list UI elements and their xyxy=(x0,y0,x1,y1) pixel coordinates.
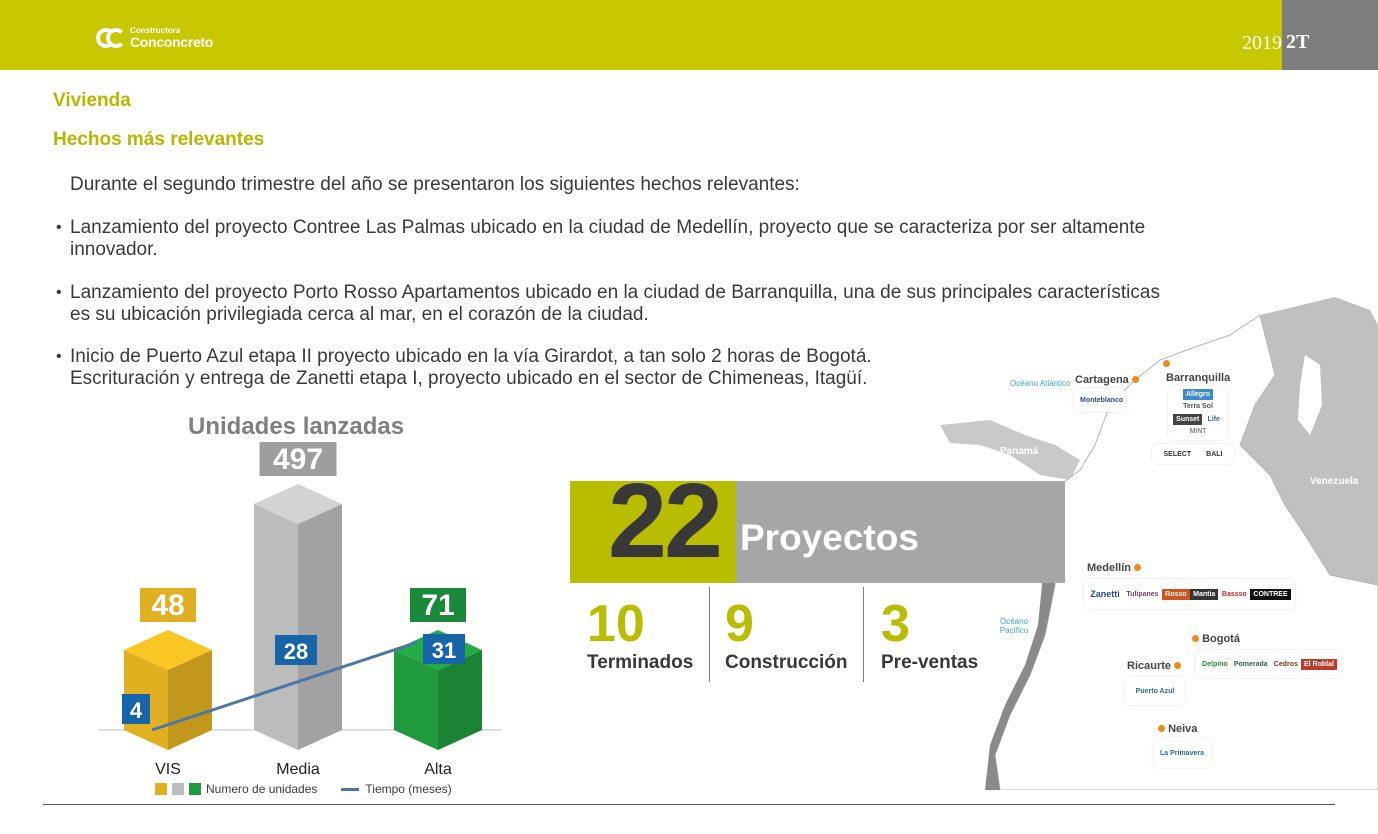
logo-big-text: Conconcreto xyxy=(130,34,214,50)
projects-total: 22 xyxy=(608,462,720,580)
bar-value-label: 48 xyxy=(151,589,185,622)
city-label xyxy=(1075,374,1139,386)
city-name: Cartagena xyxy=(1075,374,1129,386)
category-label: Alta xyxy=(424,761,452,778)
city-label xyxy=(1163,358,1170,370)
time-value-label: 28 xyxy=(283,639,309,664)
city-projects xyxy=(1083,579,1295,609)
project-logo: El Roblal xyxy=(1301,659,1337,670)
city-projects xyxy=(1125,677,1185,705)
company-logo xyxy=(96,27,213,49)
city-projects xyxy=(1195,650,1341,678)
city-projects xyxy=(1152,444,1234,464)
project-logo: Rosso xyxy=(1162,589,1189,600)
country-label: Panamá xyxy=(1000,446,1039,457)
project-logo: Sunset xyxy=(1173,414,1202,425)
section-title: Vivienda xyxy=(53,90,131,111)
city-label xyxy=(1087,562,1141,574)
intro-text: Durante el segundo trimestre del año se presentaron los siguientes hechos relevantes: xyxy=(70,174,800,195)
city-label xyxy=(1192,633,1240,645)
project-logo: Allegro xyxy=(1183,389,1213,400)
projects-label: Proyectos xyxy=(740,517,919,558)
location-dot-icon xyxy=(1134,564,1141,571)
stat-finished xyxy=(587,595,694,674)
project-logo: SELECT xyxy=(1163,450,1192,458)
project-logo: Delpino xyxy=(1202,660,1228,668)
bar-right-face xyxy=(298,504,342,750)
city-projects xyxy=(1153,738,1211,768)
location-dot-icon xyxy=(1192,635,1199,642)
project-logo: Pomerada xyxy=(1233,660,1268,668)
stat-value: 3 xyxy=(881,595,910,653)
category-label: VIS xyxy=(155,761,181,778)
bar-value-label: 71 xyxy=(421,589,455,622)
project-logo: CONTREE xyxy=(1250,589,1290,600)
bullet-line: es su ubicación privilegiada cerca al mar, en el corazón de la ciudad. xyxy=(70,304,649,325)
header-bar xyxy=(0,0,1378,70)
quarter-tab xyxy=(1282,0,1378,70)
city-name: Ricaurte xyxy=(1127,660,1172,672)
time-value-label: 31 xyxy=(431,638,457,663)
stat-label: Construcción xyxy=(725,652,848,673)
stat-divider xyxy=(709,587,710,682)
ocean-label: Océano Pacífico xyxy=(999,617,1029,635)
legend-time-label: Tiempo (meses) xyxy=(365,782,452,796)
list-item xyxy=(56,217,1196,261)
legend-swatch-vis xyxy=(155,783,167,795)
ocean-label: Océano Atlántico xyxy=(1010,379,1071,388)
bar-left-face xyxy=(254,504,298,750)
stat-value: 9 xyxy=(725,595,754,653)
bullet-line: Escrituración y entrega de Zanetti etapa I, proyecto ubicado en el sector de Chimeneas, Itagüí. xyxy=(70,368,868,389)
project-logo: Life xyxy=(1207,415,1220,423)
project-logo: La Primavera xyxy=(1160,749,1204,757)
city-name: Barranquilla xyxy=(1166,372,1231,384)
chart-legend xyxy=(155,782,452,796)
category-label: Media xyxy=(276,761,320,778)
project-logo: Mantia xyxy=(1190,589,1218,600)
legend-units-label: Numero de unidades xyxy=(206,782,318,796)
bullet-line: innovador. xyxy=(70,239,158,260)
bullet-line: • Lanzamiento del proyecto Contree Las Palmas ubicado en la ciudad de Medellín, proyecto que se caracteriza por ser altamente xyxy=(70,217,1146,238)
stat-value: 10 xyxy=(587,595,645,653)
bullet-line: • Lanzamiento del proyecto Porto Rosso Apartamentos ubicado en la ciudad de Barranquilla, una de sus principales características xyxy=(70,282,1160,303)
section-subtitle: Hechos más relevantes xyxy=(53,129,265,150)
city-label xyxy=(1166,372,1230,384)
stat-divider xyxy=(863,587,864,682)
project-logo: Cedros xyxy=(1273,660,1298,668)
city-name: Bogotá xyxy=(1202,633,1240,645)
location-dot-icon xyxy=(1174,662,1181,669)
chart-title: Unidades lanzadas xyxy=(188,413,405,440)
city-name: Neiva xyxy=(1168,723,1198,735)
bullet-line: • Inicio de Puerto Azul etapa II proyecto ubicado en la vía Girardot, a tan solo 2 horas de Bogotá. xyxy=(70,346,872,367)
stat-presales xyxy=(881,595,979,674)
stat-label: Pre-ventas xyxy=(881,652,979,673)
legend-line-swatch xyxy=(341,788,359,791)
project-logo: Zanetti xyxy=(1090,589,1120,599)
city-projects xyxy=(1168,386,1228,440)
report-year: 2019 xyxy=(1242,32,1282,54)
stat-label: Terminados xyxy=(587,652,694,673)
city-projects xyxy=(1073,388,1125,412)
footer-divider xyxy=(43,804,1335,805)
country-label: Venezuela xyxy=(1310,476,1359,487)
city-label xyxy=(1127,660,1181,672)
stat-construction xyxy=(725,595,848,674)
project-logo: Monteblanco xyxy=(1080,396,1124,404)
project-logo: Tulipanes xyxy=(1126,590,1159,598)
project-logo: Terra Sol xyxy=(1183,403,1213,411)
city-label xyxy=(1158,723,1197,735)
logo-small-text: Constructora xyxy=(130,26,181,35)
project-logo: Puerto Azul xyxy=(1135,687,1175,695)
logo-icon xyxy=(96,27,128,49)
time-value-label: 4 xyxy=(129,698,143,723)
location-dot-icon xyxy=(1132,376,1139,383)
project-logo: Bassso xyxy=(1221,590,1247,598)
legend-swatch-media xyxy=(172,783,184,795)
report-quarter: 2T xyxy=(1286,31,1310,53)
units-chart xyxy=(90,440,510,785)
project-logo: BALI xyxy=(1206,450,1223,458)
bar-value-label: 497 xyxy=(272,443,324,476)
legend-swatch-alta xyxy=(189,783,201,795)
project-logo: MINT xyxy=(1189,428,1207,436)
location-dot-icon xyxy=(1158,725,1165,732)
city-name: Medellín xyxy=(1087,562,1132,574)
location-dot-icon xyxy=(1163,360,1170,367)
